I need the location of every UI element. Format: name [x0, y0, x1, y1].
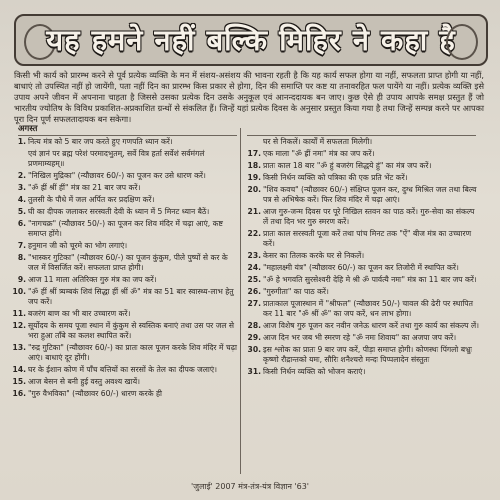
item-number: 31.: [247, 367, 261, 376]
item-number: 1.: [17, 137, 26, 146]
list-item: [247, 333, 481, 343]
list-item: [247, 251, 481, 261]
item-text: आज 11 माला अतिरिक्त गुरु मंत्र का जप करें।: [28, 275, 157, 284]
list-item: [247, 137, 481, 147]
list-item: [12, 207, 238, 217]
list-item: [12, 389, 238, 399]
page-footer: 'जुलाई' 2007 मंत्र-तंत्र-यंत्र विज्ञान '63': [190, 482, 310, 491]
item-number: 14.: [12, 365, 26, 374]
item-text: "निखिल मुद्रिका" (न्यौछावर 60/-) का पूजन कर उसे धारण करें।: [28, 171, 206, 180]
item-number: 24.: [247, 263, 261, 272]
item-text: इस श्लोक का प्रातः 9 बार जप करें, पीड़ा समाप्त होगी। कोणस्थः पिंगलो बभ्रुः कृष्णो रौद्रान्तको यमः, सौरिः शनैश्चरो मन्दः पिप्पलादेन संस्तुतः: [263, 345, 472, 364]
item-text: घी का दीपक जलाकर सरस्वती देवी के ध्यान में 5 मिनट ध्यान बैठें।: [28, 207, 210, 216]
list-item: [247, 207, 481, 227]
list-item: [12, 241, 238, 251]
column-separator: [240, 128, 241, 474]
item-text: आज गुरु-जन्म दिवस पर पूरे निखिल स्तवन का पाठ करें। गुरु-सेवा का संकल्प लें तथा दिन भर गुरु स्मरण करें।: [263, 207, 475, 226]
item-text: आज बेसन से बनी हुई वस्तु अवश्य खायें।: [28, 377, 141, 386]
item-number: 29.: [247, 333, 261, 342]
item-text: "नागचक्र" (न्यौछावर 50/-) का पूजन कर शिव मंदिर में चढ़ा आएं, कष्ट समाप्त होंगे।: [28, 219, 223, 238]
item-number: 22.: [247, 229, 261, 238]
item-number: 30.: [247, 345, 261, 354]
intro-paragraph: किसी भी कार्य को प्रारम्भ करने से पूर्व प्रत्येक व्यक्ति के मन में संशय-असंशय की भावना रहती है कि यह कार्य सफल होगा या नहीं, सफलता प्राप्त होगी या नहीं, बाधाएं तो उपस्थित नहीं हो जायेंगी, पता नहीं दिन का प्रारम्भ किस प्रकार से होगा, दिन की समाप्ति पर कष्ट या तनावरहित फल पायेंगे या नहीं। प्रत्येक व्यक्ति इसे उपाय अपने जीवन में अपनाना चाहता है जिससे उसका प्रत्येक दिन उसके अनुकूल एवं आनन्ददायक बन जाए। कुछ ऐसे ही उपाय आपके समक्ष प्रस्तुत हैं जो भारतीय ज्योतिष के विविध प्रकाशित-अप्रकाशित ग्रन्थों से संकलित हैं। जिन्हें यहां प्रत्येक दिवस के अनुसार प्रस्तुत किया गया है तथा जिन्हें सम्पन्न करने पर आपका पूरा दिन पूर्ण सफलतादायक बन सकेगा।: [14, 70, 484, 124]
list-item: [247, 275, 481, 285]
item-text: केसर का तिलक करके घर से निकलें।: [263, 251, 365, 260]
list-item: [12, 275, 238, 285]
list-item: [12, 219, 238, 239]
item-text: "ॐ हीं श्रीं त्र्यम्बकं शिवं सिद्धा हीं श्रीं ॐ" मंत्र का 51 बार स्वास्थ्य-लाभ हेतु जप करें।: [28, 287, 234, 306]
item-number: 26.: [247, 287, 261, 296]
left-column: [12, 137, 238, 474]
item-text: हनुमान जी को चूरमे का भोग लगाएं।: [28, 241, 128, 250]
list-item: [247, 367, 481, 377]
item-text: "शिव कवच" (न्यौछावर 60/-) संक्षिप्त पूजन कर, दुग्ध मिश्रित जल तथा बिल्व पत्र से अभिषेक करें। फिर शिव मंदिर में चढ़ा आएं।: [263, 185, 477, 204]
list-item: [12, 195, 238, 205]
item-number: 15.: [12, 377, 26, 386]
item-number: 11.: [12, 309, 26, 318]
item-text: घर के ईशान कोण में पाँच बत्तियों का सरसों के तेल का दीपक जलाएं।: [28, 365, 217, 374]
item-text: "भास्कर गुटिका" (न्यौछावर 60/-) का पूजन कुंकुम, पीले पुष्पों से कर के जल में विसर्जित करें। सफलता प्राप्त होगी।: [28, 253, 228, 272]
item-number: 18.: [247, 161, 261, 170]
list-item: [12, 287, 238, 307]
item-number: 21.: [247, 207, 261, 216]
item-text: बजरंग बाण का भी बार उच्चारण करें।: [28, 309, 131, 318]
item-number: 27.: [247, 299, 261, 308]
section-divider-right: [247, 135, 476, 136]
item-number: [247, 137, 261, 147]
list-item: [247, 263, 481, 273]
list-item: [247, 185, 481, 205]
item-number: 10.: [12, 287, 26, 296]
month-heading: अगस्त: [18, 124, 38, 134]
right-column: [247, 137, 481, 474]
list-item: [12, 365, 238, 375]
item-number: 2.: [17, 171, 26, 180]
item-number: 17.: [247, 149, 261, 158]
list-item: [12, 253, 238, 273]
list-item: [12, 343, 238, 363]
item-text: "गुरु वैभविका" (न्यौछावर 60/-) धारण करके ही: [28, 389, 162, 398]
item-number: 13.: [12, 343, 26, 352]
item-text: एक माला "ॐ ह्रीं नमः" मंत्र का जप करें।: [263, 149, 375, 158]
item-text: "महालक्ष्मी यंत्र" (न्यौछावर 60/-) का पूजन कर तिजोरी में स्थापित करें।: [263, 263, 459, 272]
item-number: 3.: [17, 183, 26, 192]
item-text: प्रातःकाल पूजास्थान में "श्रीफल" (न्यौछावर 50/-) चावल की ढेरी पर स्थापित कर 11 बार "ॐ श्रीं ॐ" का जप करें, धन लाभ होगा।: [263, 299, 473, 318]
item-number: 7.: [17, 241, 26, 250]
list-item: [12, 149, 238, 169]
list-item: [247, 321, 481, 331]
item-number: 9.: [17, 275, 26, 284]
item-text: एवं ज्ञानं पर ब्रह्म परेशं परमादभुतम्, सर्वे वित्र हर्ता सर्वेशं सर्वमंगलं प्रणमाम्यहम्॥: [28, 149, 205, 168]
section-divider-left: [18, 135, 237, 136]
item-text: आज दिन भर जब भी स्मरण रहे "ॐ नमः शिवाय" का अजपा जप करें।: [263, 333, 457, 342]
item-text: किसी निर्धन व्यक्ति को भोजन कराएं।: [263, 367, 366, 376]
item-number: [12, 149, 26, 169]
list-item: [12, 377, 238, 387]
item-text: "ॐ ह्रीं श्रीं हीं" मंत्र का 21 बार जप करें।: [28, 183, 141, 192]
list-item: [12, 321, 238, 341]
list-item: [12, 309, 238, 319]
list-item: [247, 173, 481, 183]
item-number: 12.: [12, 321, 26, 330]
item-text: "रुद्र गुटिका" (न्यौछावर 60/-) का प्रातः काल पूजन करके शिव मंदिर में चढ़ा आएं। बाधाएं दूर होंगी।: [28, 343, 237, 362]
title-banner: [14, 14, 488, 66]
item-text: "गुरुगीता" का पाठ करें।: [263, 287, 329, 296]
item-number: 16.: [12, 389, 26, 398]
item-text: घर से निकलें। कार्यों में सफलता मिलेगी।: [263, 137, 373, 146]
list-item: [247, 299, 481, 319]
item-text: आज विशेष गुरु पूजन कर नवीन जनेऊ धारण करें तथा गुरु कार्य का संकल्प लें।: [263, 321, 479, 330]
list-item: [247, 229, 481, 249]
item-number: 19.: [247, 173, 261, 182]
item-text: तुलसी के पौधे में जल अर्पित कर प्रदक्षिण करें।: [28, 195, 155, 204]
item-number: 8.: [17, 253, 26, 262]
item-number: 6.: [17, 219, 26, 228]
item-text: सूर्योदय के समय पूजा स्थान में कुंकुम से स्वस्तिक बनाएं तथा उस पर जल से भरा हुआ ताँबे का कलश स्थापित करें।: [28, 321, 235, 340]
item-number: 23.: [247, 251, 261, 260]
list-item: [12, 183, 238, 193]
item-number: 4.: [17, 195, 26, 204]
list-item: [247, 345, 481, 365]
list-item: [247, 149, 481, 159]
item-text: किसी निर्धन व्यक्ति को पत्रिका की एक प्रति भेंट करें।: [263, 173, 408, 182]
item-text: प्रातः काल 18 बार "ॐ हुं बजरंग सिद्धये हुं" का मंत्र जप करें।: [263, 161, 432, 170]
list-item: [12, 171, 238, 181]
item-number: 20.: [247, 185, 261, 194]
list-item: [247, 161, 481, 171]
item-text: "ॐ हे भगवति सुरसेश्वरी देहि मे श्री ॐ पार्वत्यै नमः" मंत्र का 11 बार जप करें।: [263, 275, 477, 284]
item-number: 25.: [247, 275, 261, 284]
list-item: [247, 287, 481, 297]
item-number: 28.: [247, 321, 261, 330]
list-item: [12, 137, 238, 147]
page-title: यह हमने नहीं बल्कि मिहिर ने कहा है: [46, 23, 456, 57]
item-text: प्रातः काल सरस्वती पूजा करें तथा पांच मिनट तक "ऐं" बीज मंत्र का उच्चारण करें।: [263, 229, 472, 248]
item-text: नित्य मंत्र को 5 बार जप करते हुए गणपति ध्यान करें।: [28, 137, 173, 146]
item-number: 5.: [17, 207, 26, 216]
